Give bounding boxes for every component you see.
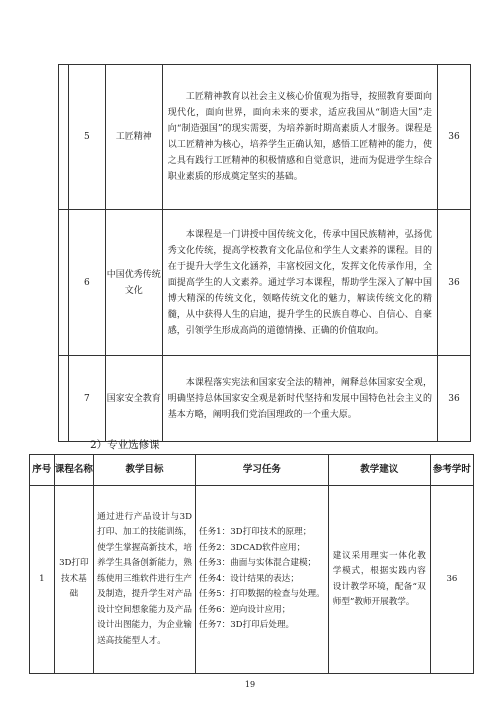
task-item: 任务6：逆向设计应用； — [198, 604, 291, 615]
course-name: 工匠精神 — [105, 65, 162, 210]
header-goal: 教学目标 — [94, 455, 196, 486]
section-heading: 2）专业选修课 — [90, 439, 160, 451]
course-hours: 36 — [438, 210, 471, 356]
course-number: 7 — [68, 356, 105, 442]
task-item: 任务4：设计结果的表达； — [198, 573, 299, 584]
course-description: 本课程是一门讲授中国传统文化，传承中国民族精神，弘扬优秀文化传统，提高学校教育文化品位和学生人文素养的课程。目的在于提升大学生文化涵养，丰富校园文化，发挥文化传承作用，全面提高学生的人文素养。通过学习本课程，帮助学生深入了解中国博大精深的传统文化，领略传统文化的魅力，解读传统文化的精髓，从中获得人生的启迪，提升学生的民族自尊心、自信心、自豪感，引领学生形成高尚的道德情操、正确的价值取向。 — [162, 210, 437, 356]
course-name: 中国优秀传统文化 — [105, 210, 162, 356]
course-hours: 36 — [438, 65, 471, 210]
header-course-name: 课程名称 — [54, 455, 93, 486]
course-goal: 通过进行产品设计与3D打印、加工的技能训练，使学生掌握高新技术，培养学生具备创新能力，熟练使用三维软件进行生产及制造，提升学生对产品设计空间想象能力及产品设计出图能力，为企业输送高技能型人才。 — [94, 486, 196, 674]
course-description: 本课程落实宪法和国家安全法的精神，阐释总体国家安全观，明确坚持总体国家安全观是新时代坚持和发展中国特色社会主义的基本方略，阐明我们党治国理政的一个重大原。 — [162, 356, 437, 442]
elective-course-table — [29, 454, 474, 674]
course-number: 1 — [30, 486, 55, 674]
course-name: 国家安全教育 — [105, 356, 162, 442]
page-number: 19 — [244, 680, 256, 689]
header-tasks: 学习任务 — [195, 455, 328, 486]
course-suggestion: 建议采用理实一体化教学模式，根据实践内容设计教学环境，配备“双师型”教师开展教学。 — [328, 486, 430, 674]
course-table-continued — [58, 64, 471, 442]
task-item: 任务2：3DCAD软件应用； — [198, 542, 306, 553]
header-number: 序号 — [30, 455, 55, 486]
table-header-row — [30, 455, 474, 486]
table-row — [59, 210, 471, 356]
task-item: 任务1：3D打印技术的原理； — [198, 527, 312, 538]
margin-cell — [59, 356, 69, 442]
course-number: 6 — [68, 210, 105, 356]
table-row — [30, 486, 474, 674]
course-number: 5 — [68, 65, 105, 210]
course-hours: 36 — [438, 356, 471, 442]
course-description: 工匠精神教育以社会主义核心价值观为指导，按照教育要面向现代化，面向世界，面向未来的要求，适应我国从“制造大国”走向“制造强国”的现实需要，为培养新时期高素质人才服务。课程是以工匠精神为核心，培养学生正确认知，感悟工匠精神的能力，使之具有践行工匠精神的积极情感和自觉意识，进而为促进学生综合职业素质的形成奠定坚实的基础。 — [162, 65, 437, 210]
header-hours: 参考学时 — [430, 455, 473, 486]
task-item: 任务3：曲面与实体混合建模； — [198, 558, 317, 569]
margin-cell — [59, 65, 69, 210]
task-item: 任务5：打印数据的检查与处理。 — [198, 589, 325, 600]
margin-cell — [59, 210, 69, 356]
table-row — [59, 356, 471, 442]
course-name: 3D打印技术基础 — [54, 486, 93, 674]
header-suggestion: 教学建议 — [328, 455, 430, 486]
table-row — [59, 65, 471, 210]
course-tasks — [195, 486, 328, 674]
course-hours: 36 — [430, 486, 473, 674]
task-item: 任务7：3D打印后处理。 — [198, 620, 295, 631]
